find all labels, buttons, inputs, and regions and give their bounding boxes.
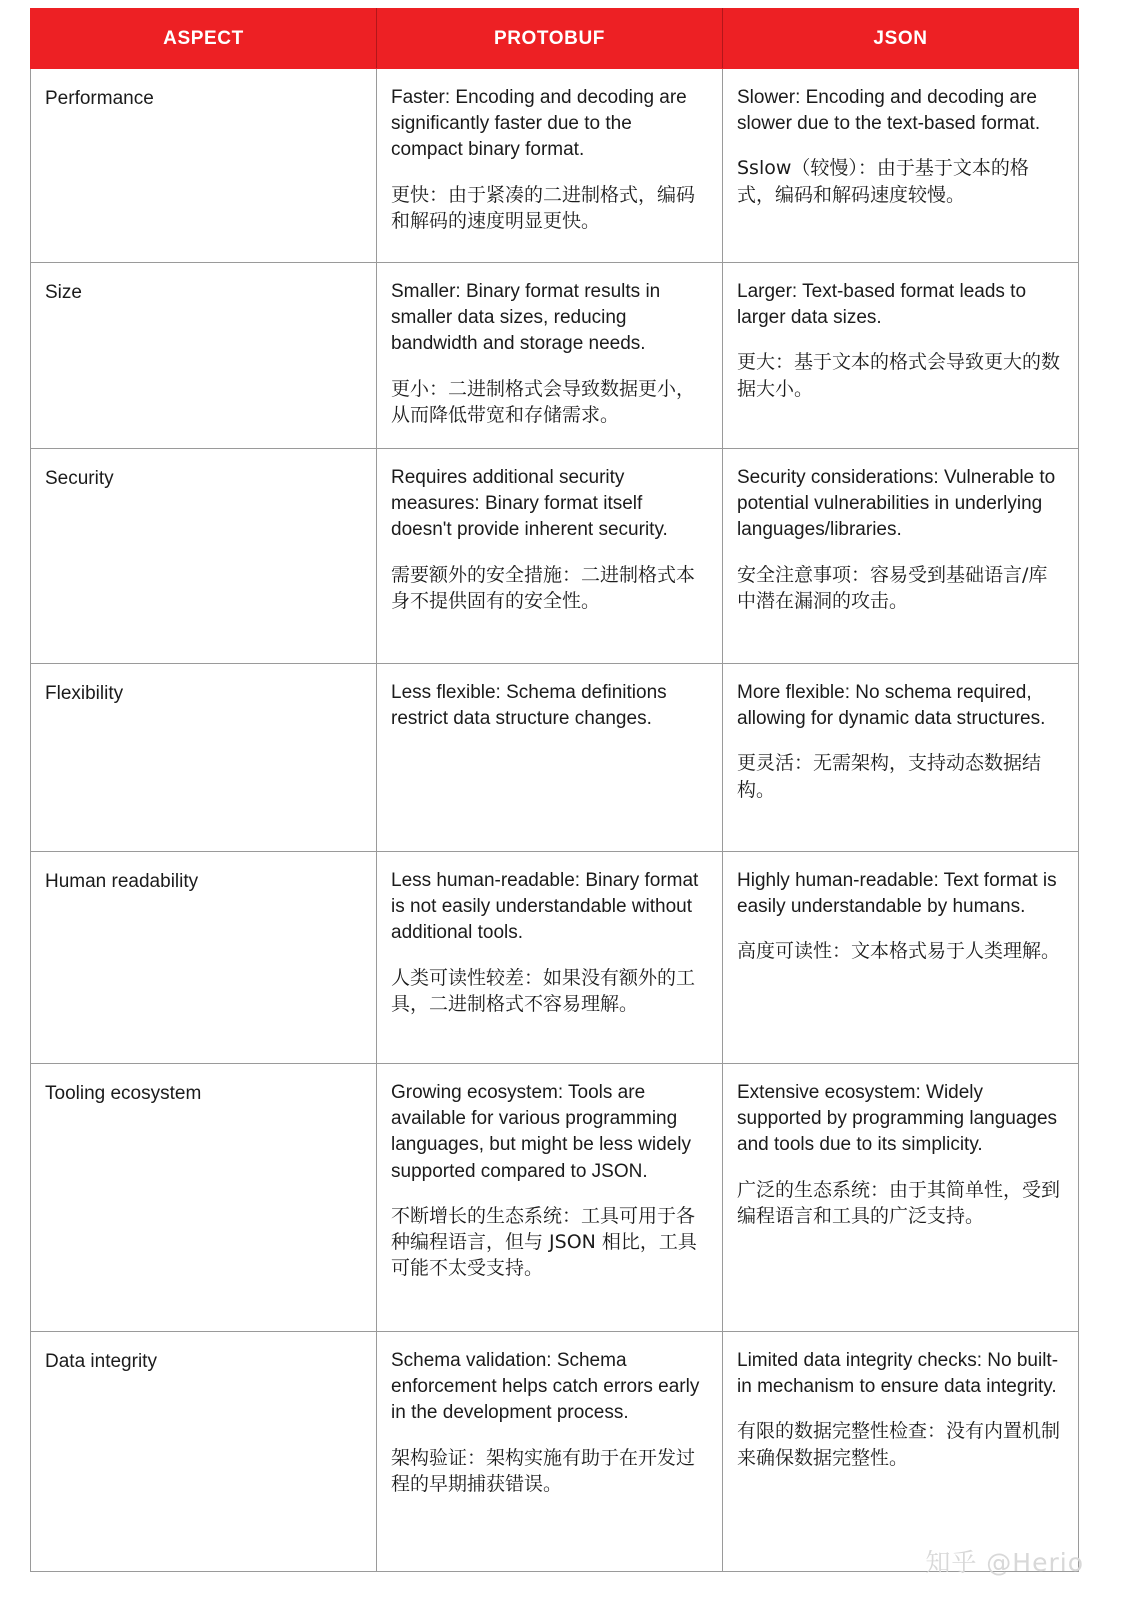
aspect-label-tooling-ecosystem: Tooling ecosystem [31,1064,377,1332]
json-text-en: Slower: Encoding and decoding are slower due to the text-based format. [737,87,1041,135]
protobuf-text-en: Requires additional security measures: Binary format itself doesn't provide inherent security. [391,467,668,541]
protobuf-cell-data-integrity [377,1332,723,1572]
table-row [31,1064,1079,1332]
comparison-table-container [30,8,1078,1572]
json-text-zh: 广泛的生态系统：由于其简单性，受到编程语言和工具的广泛支持。 [737,1178,1061,1227]
protobuf-cell-performance [377,69,723,263]
header-row [31,9,1079,69]
json-text-zh: 高度可读性：文本格式易于人类理解。 [737,940,1061,963]
table-row [31,852,1079,1064]
json-text-zh: 有限的数据完整性检查：没有内置机制来确保数据完整性。 [737,1420,1061,1469]
column-header-aspect: ASPECT [31,9,377,69]
column-header-json: JSON [723,9,1079,69]
json-text-en: Larger: Text-based format leads to larger data sizes. [737,281,1027,329]
json-text-zh: Sslow（较慢）：由于基于文本的格式，编码和解码速度较慢。 [737,157,1029,206]
protobuf-text-zh: 架构验证：架构实施有助于在开发过程的早期捕获错误。 [391,1446,696,1495]
protobuf-text-zh: 不断增长的生态系统：工具可用于各种编程语言，但与 JSON 相比，工具可能不太受支持。 [391,1204,697,1280]
json-cell-performance [723,69,1079,263]
json-cell-human-readability [723,852,1079,1064]
json-cell-tooling-ecosystem [723,1064,1079,1332]
protobuf-cell-tooling-ecosystem [377,1064,723,1332]
table-row [31,69,1079,263]
table-row [31,1332,1079,1572]
protobuf-text-zh: 人类可读性较差：如果没有额外的工具，二进制格式不容易理解。 [391,966,696,1015]
aspect-label-performance: Performance [31,69,377,263]
json-cell-data-integrity [723,1332,1079,1572]
column-header-protobuf: PROTOBUF [377,9,723,69]
json-cell-size [723,263,1079,449]
json-text-zh: 更大：基于文本的格式会导致更大的数据大小。 [737,351,1061,400]
aspect-label-data-integrity: Data integrity [31,1332,377,1572]
protobuf-text-en: Less human-readable: Binary format is not easily understandable without additional tools. [391,870,699,944]
table-row [31,449,1079,664]
aspect-label-size: Size [31,263,377,449]
protobuf-text-en: Less flexible: Schema definitions restrict data structure changes. [391,682,667,730]
table-header [31,9,1079,69]
json-text-en: Extensive ecosystem: Widely supported by programming languages and tools due to its simplicity. [737,1082,1058,1156]
json-text-en: Limited data integrity checks: No built-in mechanism to ensure data integrity. [737,1350,1059,1398]
aspect-label-human-readability: Human readability [31,852,377,1064]
protobuf-text-zh: 需要额外的安全措施：二进制格式本身不提供固有的安全性。 [391,563,696,612]
json-text-en: Security considerations: Vulnerable to potential vulnerabilities in underlying languages/libraries. [737,467,1056,541]
table-body [31,69,1079,1572]
table-row [31,263,1079,449]
protobuf-cell-security [377,449,723,664]
protobuf-text-zh: 更小：二进制格式会导致数据更小，从而降低带宽和存储需求。 [391,377,696,426]
protobuf-text-en: Growing ecosystem: Tools are available for various programming languages, but might be less widely supported compared to JSON. [391,1082,691,1182]
protobuf-text-en: Smaller: Binary format results in smaller data sizes, reducing bandwidth and storage needs. [391,281,661,355]
table-row [31,664,1079,852]
json-text-zh: 更灵活：无需架构，支持动态数据结构。 [737,752,1042,801]
json-text-en: Highly human-readable: Text format is easily understandable by humans. [737,870,1057,918]
json-cell-security [723,449,1079,664]
protobuf-json-comparison-table [30,8,1079,1572]
protobuf-text-zh: 更快：由于紧凑的二进制格式，编码和解码的速度明显更快。 [391,183,696,232]
zhihu-watermark: 知乎 @Herio [925,1548,1084,1577]
protobuf-cell-human-readability [377,852,723,1064]
aspect-label-flexibility: Flexibility [31,664,377,852]
protobuf-cell-size [377,263,723,449]
protobuf-text-en: Faster: Encoding and decoding are significantly faster due to the compact binary format. [391,87,687,161]
aspect-label-security: Security [31,449,377,664]
json-text-zh: 安全注意事项：容易受到基础语言/库中潜在漏洞的攻击。 [737,563,1048,612]
protobuf-text-en: Schema validation: Schema enforcement helps catch errors early in the development process. [391,1350,700,1424]
protobuf-cell-flexibility [377,664,723,852]
json-cell-flexibility [723,664,1079,852]
json-text-en: More flexible: No schema required, allowing for dynamic data structures. [737,682,1046,730]
